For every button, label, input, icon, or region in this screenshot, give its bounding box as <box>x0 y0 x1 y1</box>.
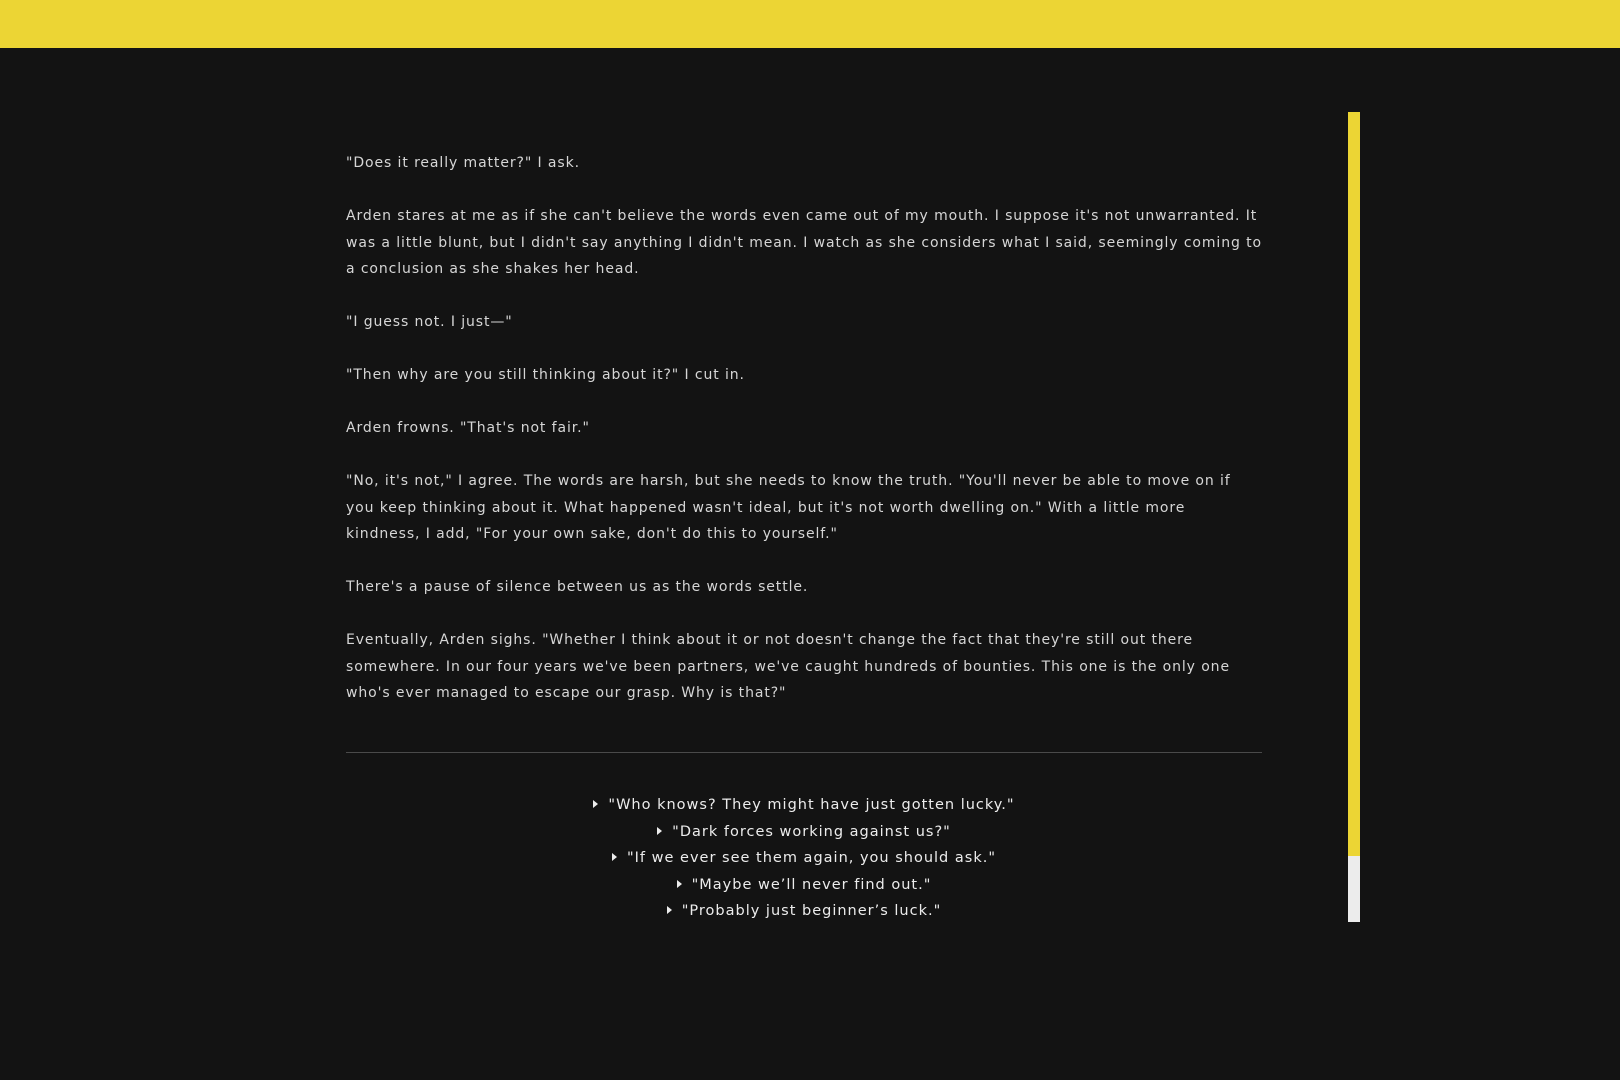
story-paragraph: "Does it really matter?" I ask. <box>346 155 580 171</box>
top-bar <box>0 0 1620 48</box>
story-progress-bar[interactable] <box>1348 112 1360 922</box>
choice-who-knows[interactable] <box>346 792 1262 819</box>
choice-label: "Who knows? They might have just gotten lucky." <box>608 797 1015 813</box>
choice-label: "Probably just beginner’s luck." <box>681 903 942 920</box>
story-paragraph: Arden frowns. "That's not fair." <box>346 420 590 436</box>
triangle-right-icon <box>612 853 617 861</box>
story-paragraph: "Then why are you still thinking about it?" I cut in. <box>346 367 745 383</box>
triangle-right-icon <box>677 880 682 888</box>
story-paragraph: "I guess not. I just—" <box>346 314 513 330</box>
choice-label: "Dark forces working against us?" <box>672 823 951 840</box>
choice-list <box>346 792 1262 925</box>
triangle-right-icon <box>593 800 598 808</box>
story-text <box>346 150 1262 733</box>
story-paragraph: There's a pause of silence between us as the words settle. <box>346 579 809 595</box>
story-paragraph: Arden stares at me as if she can't believe the words even came out of my mouth. I suppose it's not unwarranted. It was a little blunt, but I didn't say anything I didn't mean. I watch as she considers what I said, seemingly coming to a conclusion as she shakes her head. <box>346 208 1262 277</box>
triangle-right-icon <box>667 906 672 914</box>
choice-beginners-luck[interactable] <box>346 898 1262 925</box>
choice-never-find-out[interactable] <box>346 872 1262 899</box>
choice-dark-forces[interactable] <box>346 819 1262 846</box>
choice-label: "Maybe we’ll never find out." <box>691 876 932 893</box>
story-paragraph: Eventually, Arden sighs. "Whether I think about it or not doesn't change the fact that they're still out there somewhere. In our four years we've been partners, we've caught hundreds of bounties. This one is the only one who's ever managed to escape our grasp. Why is that?" <box>346 632 1230 701</box>
divider <box>346 752 1262 753</box>
story-progress-fill <box>1348 112 1360 856</box>
choice-label: "If we ever see them again, you should ask." <box>626 850 996 867</box>
choice-ask-them[interactable] <box>346 845 1262 872</box>
story-paragraph: "No, it's not," I agree. The words are harsh, but she needs to know the truth. "You'll never be able to move on if you keep thinking about it. What happened wasn't ideal, but it's not worth dwelling on." With a little more kindness, I add, "For your own sake, don't do this to yourself." <box>346 473 1231 542</box>
triangle-right-icon <box>657 827 662 835</box>
